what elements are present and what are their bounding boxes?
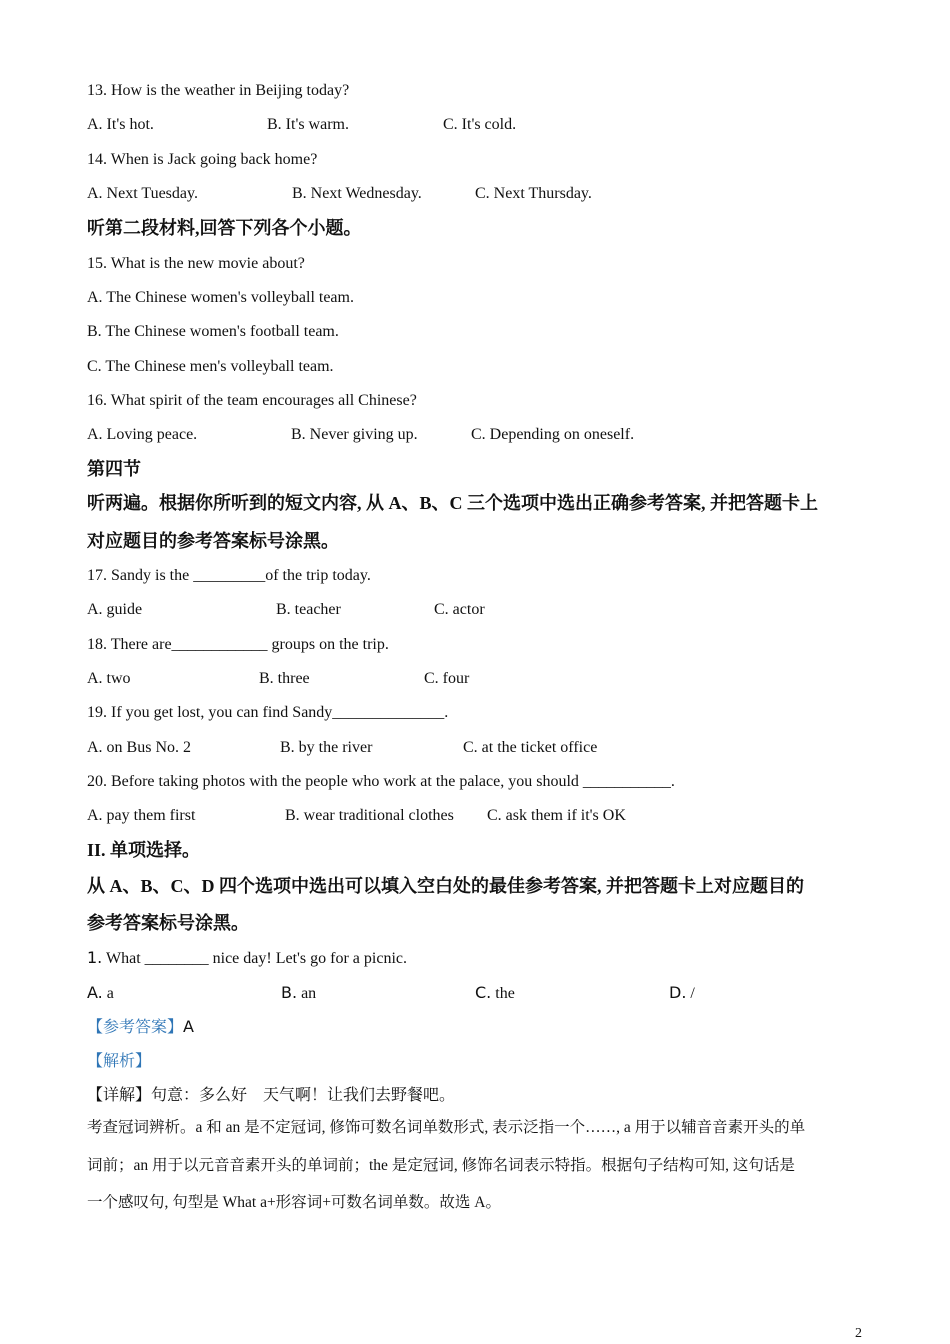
part2-instruction-line2: 参考答案标号涂黑。 <box>87 913 249 933</box>
question-15: 15. What is the new movie about? <box>87 255 305 272</box>
q19-option-b: B. by the river <box>280 739 373 756</box>
part2-instruction-line1: 从 A、B、C、D 四个选项中选出可以填入空白处的最佳参考答案, 并把答题卡上对应题目的 <box>87 876 804 896</box>
q16-option-b: B. Never giving up. <box>291 426 418 443</box>
q1-option-b-letter: B. <box>281 983 298 1002</box>
q1-option-c <box>475 983 515 1004</box>
section4-title: 第四节 <box>87 459 141 479</box>
q18-option-c: C. four <box>424 670 470 687</box>
question-13: 13. How is the weather in Beijing today? <box>87 82 350 99</box>
q19-option-c: C. at the ticket office <box>463 739 598 756</box>
q1-option-b <box>281 983 316 1004</box>
explanation-line3: 一个感叹句, 句型是 What a+形容词+可数名词单数。故选 A。 <box>87 1194 501 1211</box>
q1-option-c-text: the <box>495 985 515 1002</box>
q17-option-b: B. teacher <box>276 601 341 618</box>
q14-option-c: C. Next Thursday. <box>475 185 592 202</box>
q20-option-b: B. wear traditional clothes <box>285 807 454 824</box>
q1-option-d <box>669 983 695 1004</box>
part2-title: II. 单项选择。 <box>87 840 201 860</box>
q1-option-b-text: an <box>301 985 317 1002</box>
q14-option-b: B. Next Wednesday. <box>292 185 422 202</box>
question-18: 18. There are____________ groups on the trip. <box>87 636 389 653</box>
analysis-label: 【解析】 <box>87 1053 152 1070</box>
q15-option-a: A. The Chinese women's volleyball team. <box>87 289 354 306</box>
section4-instruction-line1: 听两遍。根据你所听到的短文内容, 从 A、B、C 三个选项中选出正确参考答案, 并把答题卡上 <box>87 493 818 513</box>
q16-option-c: C. Depending on oneself. <box>471 426 635 443</box>
page-number: 2 <box>855 1326 862 1341</box>
question-19: 19. If you get lost, you can find Sandy______________. <box>87 704 449 721</box>
question-20: 20. Before taking photos with the people who work at the palace, you should ___________. <box>87 773 675 790</box>
answer-label: 【参考答案】 <box>87 1019 184 1036</box>
q1-option-a <box>87 983 114 1004</box>
q1-option-a-text: a <box>106 985 114 1002</box>
q18-option-a: A. two <box>87 670 131 687</box>
question-1-text: What ________ nice day! Let's go for a picnic. <box>105 950 407 967</box>
explanation-line2: 词前；an 用于以元音音素开头的单词前；the 是定冠词, 修饰名词表示特指。根据句子结构可知, 这句话是 <box>87 1157 795 1174</box>
question-1 <box>87 948 407 969</box>
q1-option-d-letter: D. <box>669 983 687 1002</box>
q18-option-b: B. three <box>259 670 310 687</box>
q17-option-c: C. actor <box>434 601 485 618</box>
question-1-number: 1. <box>87 948 103 967</box>
q13-option-c: C. It's cold. <box>443 116 517 133</box>
q1-option-d-text: / <box>690 985 695 1002</box>
q1-option-a-letter: A. <box>87 983 103 1002</box>
q15-option-b: B. The Chinese women's football team. <box>87 323 339 340</box>
q19-option-a: A. on Bus No. 2 <box>87 739 192 756</box>
q13-option-a: A. It's hot. <box>87 116 154 133</box>
q20-option-c: C. ask them if it's OK <box>487 807 626 824</box>
section4-instruction-line2: 对应题目的参考答案标号涂黑。 <box>87 531 339 551</box>
q14-option-a: A. Next Tuesday. <box>87 185 198 202</box>
section2-heading: 听第二段材料,回答下列各个小题。 <box>87 218 362 238</box>
q17-option-a: A. guide <box>87 601 143 618</box>
question-14: 14. When is Jack going back home? <box>87 151 318 168</box>
question-17: 17. Sandy is the _________of the trip today. <box>87 567 371 584</box>
q13-option-b: B. It's warm. <box>267 116 349 133</box>
question-16: 16. What spirit of the team encourages all Chinese? <box>87 392 417 409</box>
detail-text: 句意：多么好 天气啊！让我们去野餐吧。 <box>151 1087 456 1104</box>
detail-line <box>87 1086 455 1106</box>
q16-option-a: A. Loving peace. <box>87 426 198 443</box>
detail-label: 【详解】 <box>87 1087 152 1104</box>
answer-line <box>87 1017 194 1038</box>
q1-option-c-letter: C. <box>475 983 492 1002</box>
explanation-line1: 考查冠词辨析。a 和 an 是不定冠词, 修饰可数名词单数形式, 表示泛指一个……, a 用于以辅音音素开头的单 <box>87 1119 806 1136</box>
answer-value: A <box>183 1017 194 1036</box>
q20-option-a: A. pay them first <box>87 807 196 824</box>
q15-option-c: C. The Chinese men's volleyball team. <box>87 358 334 375</box>
